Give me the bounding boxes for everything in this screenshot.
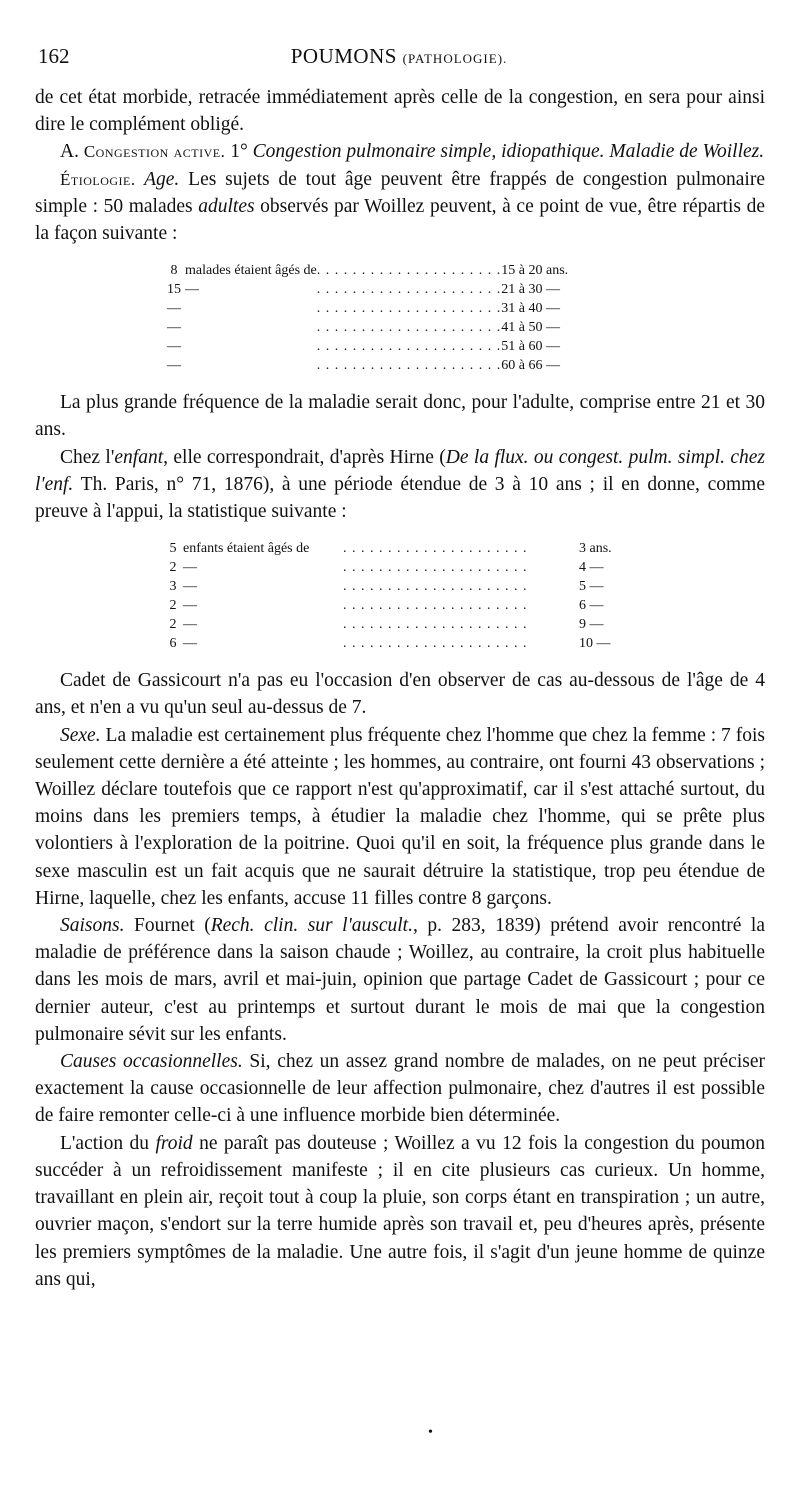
- children-age-table: [163, 539, 689, 653]
- adult-table-row: [163, 261, 611, 280]
- child-table-count-cell: 3: [169, 579, 177, 595]
- child-table-leader-dots: . . . . . . . . . . . . . . . . . . . . .: [343, 579, 528, 595]
- paragraph-froid: [35, 1130, 765, 1293]
- adult-table-range-cell: 21 à 30 —: [501, 282, 560, 298]
- running-head: [38, 44, 760, 69]
- froid-text-1: L'action du: [60, 1132, 156, 1154]
- saisons-text-1: Fournet (: [124, 915, 211, 937]
- adult-table-leader-dots: . . . . . . . . . . . . . . . . . . . . .: [316, 282, 502, 298]
- child-table-desc-cell: —: [183, 636, 197, 652]
- saisons-citation: Rech. clin. sur l'auscult.: [210, 915, 413, 937]
- causes-heading: Causes occasionnelles.: [60, 1051, 243, 1073]
- child-table-leader-dots: . . . . . . . . . . . . . . . . . . . . .: [343, 617, 528, 633]
- child-table-desc-cell: —: [183, 579, 197, 595]
- adult-table-range-cell: 41 à 50 —: [501, 320, 560, 336]
- child-table-count-cell: 2: [169, 617, 177, 633]
- adult-table-desc-cell: —: [185, 282, 199, 298]
- adult-table-count-cell: —: [167, 320, 181, 336]
- sexe-text: La maladie est certainement plus fréquente chez l'homme que chez la femme : 7 fois seulement cette dernière a été atteinte ; les hommes, au contraire, ont fourni 43 observations ; Woillez déclare toutefois que ce rapport n'est qu'approximatif, car il s'est attaché surtout, du moins dans les premiers temps, à étudier la maladie chez l'homme, qui se prête plus volontiers à l'exploration de la poitrine. Quoi qu'il en soit, la fréquence plus grande dans le sexe masculin est un fait acquis que ne saurait détruire la statistique, trop peu étendue de Hirne, laquelle, chez les enfants, accuse 11 filles contre 8 garçons.: [35, 724, 765, 909]
- child-table-row: [163, 634, 689, 653]
- sexe-heading: Sexe.: [60, 724, 101, 746]
- adult-table-desc-cell: [185, 337, 317, 356]
- adult-table-count-cell: —: [167, 358, 181, 374]
- adult-table-range-cell: 15 à 20 ans.: [501, 263, 569, 279]
- child-table-row: [163, 596, 689, 615]
- paragraph-saisons: [35, 912, 765, 1048]
- age-heading: Age.: [135, 168, 180, 190]
- adult-table-leader-dots: . . . . . . . . . . . . . . . . . . . . .: [316, 320, 502, 336]
- adult-table-desc-cell: malades étaient âgés de: [185, 263, 317, 279]
- child-table-range-cell: 9 —: [579, 617, 604, 633]
- adult-table-row: [163, 337, 611, 356]
- adult-table-desc-cell: [185, 299, 317, 318]
- child-table-desc-cell: —: [183, 598, 197, 614]
- paragraph-cadet-text: Cadet de Gassicourt n'a pas eu l'occasion d'en observer de cas au-dessous de l'âge de 4 ans, et n'en a vu qu'un seul au-dessus de 7.: [35, 670, 765, 719]
- paragraph-cadet: [35, 667, 765, 721]
- froid-emphasis: froid: [155, 1132, 193, 1154]
- footer-mark: •: [428, 1425, 433, 1440]
- adult-table-row: [163, 318, 611, 337]
- adult-table-leader-dots: . . . . . . . . . . . . . . . . . . . . .: [316, 263, 502, 279]
- enfant-text-3: Th. Paris, n° 71, 1876), à une période étendue de 3 à 10 ans ; il en donne, comme preuve à l'appui, la statistique suivante :: [35, 473, 765, 523]
- page-header: [38, 44, 760, 74]
- paragraph-enfant: [35, 444, 765, 526]
- child-table-count-cell: 2: [169, 598, 177, 614]
- adult-table-leader-dots: . . . . . . . . . . . . . . . . . . . . .: [316, 358, 502, 374]
- running-head-title: POUMONS: [290, 44, 397, 68]
- paragraph-sexe: [35, 722, 765, 912]
- child-table-leader-dots: . . . . . . . . . . . . . . . . . . . . .: [343, 560, 528, 576]
- etiologie-text-1: Les sujets de tout âge peuvent être frappés de congestion pulmonaire simple : 50 malades: [35, 168, 765, 217]
- page-number: 162: [38, 44, 70, 68]
- adult-table-count-cell: 8: [170, 263, 178, 279]
- paragraph-etiologie: [35, 166, 765, 248]
- adult-table-count-cell: —: [167, 301, 181, 317]
- etiologie-text-2: observés par Woillez peuvent, à ce point de vue, être répartis de la façon suivante :: [35, 195, 765, 245]
- adult-table-leader-dots: . . . . . . . . . . . . . . . . . . . . .: [316, 301, 502, 317]
- child-table-count-cell: 2: [169, 560, 177, 576]
- causes-text: Si, chez un assez grand nombre de malades, on ne peut préciser exactement la cause occasionnelle de leur affection pulmonaire, chez d'autres il est possible de faire remonter celle-ci à une influence morbide bien déterminée.: [35, 1051, 765, 1127]
- child-table-count-cell: 6: [169, 636, 177, 652]
- paragraph-intro: [35, 84, 765, 138]
- adult-table-desc-cell: [185, 356, 317, 375]
- adult-table-range-cell: 31 à 40 —: [501, 301, 560, 317]
- child-table-range-cell: 10 —: [579, 636, 611, 652]
- page-body: [35, 84, 765, 1293]
- child-table-row: [163, 615, 689, 634]
- adult-table-count-cell: 15: [167, 282, 181, 298]
- running-head-subtitle: (PATHOLOGIE).: [402, 51, 508, 66]
- etiologie-emphasis: adultes: [198, 195, 255, 217]
- child-table-range-cell: 4 —: [579, 560, 604, 576]
- section-title: Congestion active.: [83, 142, 226, 162]
- paragraph-intro-text: de cet état morbide, retracée immédiatement après celle de la congestion, en sera pour ainsi dire le complément obligé.: [35, 87, 765, 136]
- saisons-text-2: , p. 283, 1839) prétend avoir rencontré la maladie de préférence dans la saison chaude ; Woillez, au contraire, la croit plus habituelle dans les mois de mars, avril et mai-juin, opinion que partage Cadet de Gassicourt ; pour ce dernier auteur, c'est au printemps et surtout durant le mois de mai que la congestion pulmonaire sévit sur les enfants.: [35, 915, 766, 1045]
- section-letter: A.: [60, 141, 84, 163]
- section-heading: [35, 138, 765, 165]
- child-table-range-cell: 5 —: [579, 579, 604, 595]
- adult-table-row: [163, 299, 611, 318]
- adult-table-leader-dots: . . . . . . . . . . . . . . . . . . . . .: [316, 339, 502, 355]
- child-table-leader-dots: . . . . . . . . . . . . . . . . . . . . .: [343, 636, 528, 652]
- child-table-desc-cell: —: [183, 617, 197, 633]
- froid-text-2: ne paraît pas douteuse ; Woillez a vu 12 fois la congestion du poumon succéder à un refroidissement manifeste ; il en cite plusieurs cas curieux. Un homme, travaillant en plein air, reçoit tout à coup la pluie, son corps étant en transpiration ; un autre, ouvrier maçon, s'endort sur la terre humide après son travail et, peu d'heures après, présente les premiers symptômes de la maladie. Une autre fois, il s'agit d'un jeune homme de quinze ans qui,: [35, 1132, 765, 1290]
- etiologie-heading: Étiologie.: [60, 169, 136, 189]
- paragraph-frequency-text: La plus grande fréquence de la maladie serait donc, pour l'adulte, comprise entre 21 et 30 ans.: [35, 392, 765, 441]
- enfant-emphasis: enfant: [114, 446, 164, 468]
- child-table-desc-cell: —: [183, 560, 197, 576]
- child-table-range-cell: 6 —: [579, 598, 604, 614]
- saisons-heading: Saisons.: [60, 915, 125, 937]
- child-table-range-cell: 3 ans.: [579, 541, 612, 557]
- adult-table-count-cell: —: [167, 339, 181, 355]
- adult-table-row: [163, 280, 611, 299]
- child-table-leader-dots: . . . . . . . . . . . . . . . . . . . . .: [343, 541, 528, 557]
- enfant-text-2: , elle correspondrait, d'après Hirne (: [163, 446, 446, 468]
- child-table-desc-cell: enfants étaient âgés de: [183, 541, 310, 557]
- adult-table-range-cell: 60 à 66 —: [501, 358, 560, 374]
- child-table-row: [163, 558, 689, 577]
- enfant-citation: De la flux. ou congest. pulm. simpl. chez l'enf.: [35, 446, 765, 495]
- paragraph-frequency: [35, 389, 765, 443]
- adult-table-desc-cell: [185, 318, 317, 337]
- adult-table-range-cell: 51 à 60 —: [501, 339, 560, 355]
- child-table-row: [163, 539, 689, 558]
- section-number: 1°: [225, 141, 253, 163]
- adult-age-table: [163, 261, 611, 375]
- paragraph-causes: [35, 1048, 765, 1130]
- child-table-count-cell: 5: [169, 541, 177, 557]
- child-table-row: [163, 577, 689, 596]
- adult-table-row: [163, 356, 611, 375]
- enfant-text-1: Chez l': [60, 446, 115, 468]
- child-table-leader-dots: . . . . . . . . . . . . . . . . . . . . .: [343, 598, 528, 614]
- section-subtitle: Congestion pulmonaire simple, idiopathique. Maladie de Woillez.: [252, 141, 765, 163]
